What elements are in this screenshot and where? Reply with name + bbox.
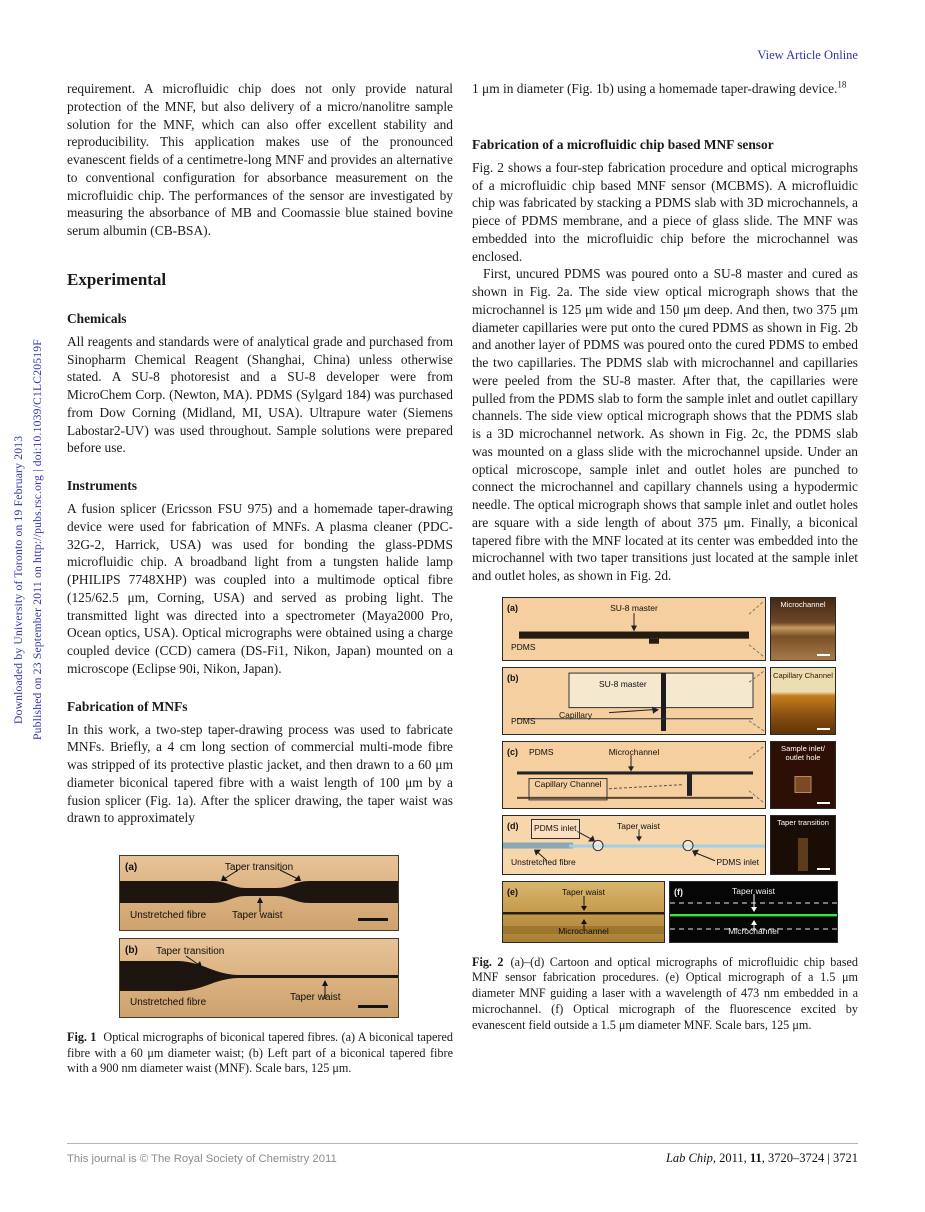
sidebar-downloaded-note: Downloaded by University of Toronto on 19 February 2013: [12, 435, 25, 724]
paragraph-instruments: A fusion splicer (Ericsson FSU 975) and a homemade taper-drawing device were used for fabrication of MNFs. A plasma cleaner (PDC-32G-2, Harrick, USA) was used for bonding the glass-PDMS microfluidic chip. A broadband light from a tungsten halide lamp (PHILIPS 7748XHP) was coupled into a multimode optical fibre (125/62.5 μm, Corning, USA) and served as probing light. The transmitted light was directed into a spectrometer (Maya2000 Pro, Ocean optics, USA). Optical micrographs were obtained using a charge coupled device (CCD) camera (DS-Fi1, Nikon, Japan) mounted on a microscope (Eclipse 90i, Nikon, Japan).: [67, 501, 453, 676]
fig2c-pdms-label: PDMS: [529, 746, 554, 757]
fig2e-micrograph: [502, 881, 665, 943]
fig2c-capillary-channel-label: Capillary Channel: [534, 778, 602, 789]
subheading-fabrication-mnfs: Fabrication of MNFs: [67, 698, 188, 714]
fig2f-micrograph: [669, 881, 838, 943]
paragraph-chip-overview: Fig. 2 shows a four-step fabrication procedure and optical micrographs of a microfluidic chip based MNF sensor (MCBMS). A microfluidic chip was fabricated by stacking a PDMS slab with 3D microchannels, a piece of PDMS membrane, and a piece of glass slide. The MNF was embedded into the microfluidic chip before the microchannel was enclosed.: [472, 159, 858, 264]
fig2a-cartoon: [502, 597, 766, 661]
fig2b-su8-master-label: SU-8 master: [599, 678, 647, 689]
fig1a-unstretched-fibre-label: Unstretched fibre: [130, 910, 207, 922]
fig1b-taper-transition-label: Taper transition: [156, 946, 225, 957]
fig2-row-a: [502, 597, 838, 661]
fig1a-panel-label: (a): [125, 862, 138, 873]
fig2f-microchannel-label: Microchannel: [728, 926, 779, 936]
fig2c-cartoon: [502, 741, 766, 809]
fig1b-unstretched-fibre-label: Unstretched fibre: [130, 997, 207, 1009]
paragraph-text: 1 μm in diameter (Fig. 1b) using a homemade taper-drawing device.: [472, 81, 838, 96]
fibre-column-shape: [798, 838, 808, 871]
fig1a-taper-transition-label: Taper transition: [224, 862, 294, 873]
fig2b-pdms-label: PDMS: [511, 716, 536, 726]
fig2d-panel-label: (d): [507, 820, 519, 831]
fig1-caption-label: Fig. 1: [67, 1030, 97, 1044]
footer-volume: 11: [749, 1151, 762, 1165]
subheading-chemicals: Chemicals: [67, 310, 127, 326]
fig2d-unstretched-fibre-label: Unstretched fibre: [511, 857, 576, 867]
fig2-row-ef: [502, 881, 838, 943]
sidebar-published-note: Published on 23 September 2011 on http://pubs.rsc.org | doi:10.1039/C1LC20519F: [31, 339, 44, 740]
paragraph-chemicals: All reagents and standards were of analytical grade and purchased from Sinopharm Chemical Reagent (Shanghai, China) unless otherwise stated. A SU-8 photoresist and a SU-8 developer were from MicroChem Corp. (Newton, MA). PDMS (Sylgard 184) was purchased from Dow Corning (Midland, MI, USA). Ultrapure water (Siemens Labostar2-UV) was used throughout. Sample solutions were prepared before use.: [67, 333, 453, 456]
fig1-caption-text: Optical micrographs of biconical tapered fibres. (a) A biconical tapered fibre with a 60 μm diameter waist; (b) Left part of a biconical tapered fibre with a 900 nm diameter waist (MNF). Scale bars, 125 μm.: [67, 1030, 453, 1076]
fig2c-microchannel-label: Microchannel: [608, 746, 660, 757]
fig2e-taper-waist-label: Taper waist: [562, 886, 605, 897]
fig2f-panel-label: (f): [674, 886, 683, 897]
figure-2-caption: [472, 955, 858, 1034]
fig2-row-d: [502, 815, 838, 875]
figure-1: [119, 855, 399, 1018]
right-column: [472, 80, 858, 1033]
fig2a-pdms-label: PDMS: [511, 642, 536, 652]
figure-1-caption: [67, 1030, 453, 1077]
figure-1a-micrograph: [119, 855, 399, 931]
fig2b-capillary-label: Capillary: [559, 709, 593, 720]
fig2a-thumb-microchannel-label: Microchannel: [780, 599, 826, 609]
fig2b-panel-label: (b): [507, 672, 519, 683]
fig2d-micrograph-thumb: [770, 815, 836, 875]
fig2d-pdms-inlet-top-label: PDMS inlet: [531, 819, 580, 839]
footer-journal-name: Lab Chip: [665, 1151, 713, 1165]
fig2b-cartoon: [502, 667, 766, 735]
body-paragraph-continuation: [472, 80, 858, 98]
subheading-fabrication-chip: Fabrication of a microfluidic chip based MNF sensor: [472, 136, 774, 152]
fig2-row-c: [502, 741, 838, 809]
reference-superscript[interactable]: 18: [837, 79, 847, 90]
view-article-online-link[interactable]: View Article Online: [757, 48, 858, 62]
fig2d-cartoon: [502, 815, 766, 875]
fig2d-pdms-inlet-bottom-label: PDMS inlet: [716, 857, 759, 867]
fig2a-su8-master-label: SU-8 master: [610, 602, 658, 613]
fig1a-taper-waist-label: Taper waist: [232, 910, 283, 922]
fig2b-thumb-capillary-channel-label: Capillary Channel: [773, 670, 833, 680]
sample-hole-square: [795, 776, 812, 793]
body-paragraph-continuation: requirement. A microfluidic chip does not only provide natural protection of the MNF, but also delivery of a micro/nanolitre sample solution for the MNF, which can also offer excellent stability and reproducibility. This application makes use of the pronounced evanescent fields of a centimetre-long MNF and provides an alternative to conventional configuration for absorbance measurement on the microfluidic chip. The performances of the sensor are investigated by measuring the absorbance of MB and Coomassie blue stained bovine serum albumin (CB-BSA).: [67, 81, 453, 238]
fig2a-micrograph-thumb: [770, 597, 836, 661]
fig2e-microchannel-label: Microchannel: [558, 926, 609, 936]
scale-bar: [817, 868, 830, 870]
scale-bar: [817, 802, 830, 804]
footer-citation: [666, 1151, 858, 1166]
fig2d-thumb-taper-transition-label: Taper transition: [777, 817, 829, 827]
subheading-instruments: Instruments: [67, 478, 137, 493]
fig1b-taper-waist-label: Taper waist: [290, 992, 341, 1004]
footer-pages: , 3720–3724 | 3721: [761, 1151, 858, 1165]
fig2c-panel-label: (c): [507, 746, 518, 757]
figure-1b-micrograph: [119, 938, 399, 1018]
fig2-row-b: [502, 667, 838, 735]
fig1b-panel-label: (b): [125, 945, 138, 956]
paragraph-chip-steps: First, uncured PDMS was poured onto a SU-8 master and cured as shown in Fig. 2a. The side view optical micrograph shows that the microchannel is 125 μm wide and 150 μm deep. And then, two 375 μm diameter capillaries were put onto the cured PDMS as shown in Fig. 2b and another layer of PDMS was poured onto the cured PDMS to embed the two capillaries. The PDMS slab with microchannel and capillaries were peeled from the SU-8 master. After that, the capillaries were pulled from the PDMS slab to form the sample inlet and outlet capillary channels. The side view optical micrograph shows that the PDMS slab is a 3D microchannel network. As shown in Fig. 2c, the PDMS slab was mounted on a glass slide with the microchannel upside. Under an optical microscope, sample inlet and outlet holes are punched to connect the microchannel and capillary channels using a hypodermic needle. The optical micrograph shows that sample inlet and outlet holes are square with a side length of about 375 μm. Finally, a biconical tapered fibre with the MNF located at its center was embedded into the microchannel with two taper transitions just located at the sample inlet and outlet holes, as shown in Fig. 2d.: [472, 266, 858, 583]
fig2d-taper-waist-label: Taper waist: [617, 820, 660, 831]
fig2-caption-label: Fig. 2: [472, 954, 504, 969]
left-column: [67, 80, 453, 1077]
section-heading-experimental: Experimental: [67, 269, 167, 289]
fig2b-micrograph-thumb: [770, 667, 836, 735]
fig2c-micrograph-thumb: [770, 741, 836, 809]
footer-year: , 2011,: [712, 1151, 750, 1165]
scale-bar: [817, 654, 830, 656]
fig2-caption-text: (a)–(d) Cartoon and optical micrographs of microfluidic chip based MNF sensor fabrication procedures. (e) Optical micrograph of a 1.5 μm diameter MNF guiding a laser with a wavelength of 473 nm embedded in a microchannel. (f) Optical micrograph of the fluorescence excited by evanescent field outside a 1.5 μm diameter MNF. Scale bars, 125 μm.: [472, 954, 858, 1032]
fig2f-taper-waist-label: Taper waist: [732, 885, 775, 896]
fig2a-panel-label: (a): [507, 602, 518, 613]
page-footer: [67, 1143, 858, 1166]
fig2e-panel-label: (e): [507, 886, 518, 897]
fig2c-thumb-sample-inlet-label: Sample inlet/ outlet hole: [781, 743, 825, 762]
paragraph-fabrication-mnfs: In this work, a two-step taper-drawing process was used to fabricate MNFs. Briefly, a 4 cm long section of commercial multi-mode fibre was stripped of its protective plastic jacket, and then drawn to a 60 μm diameter biconical tapered fibre with a waist length of 100 μm by a fusion splicer (Fig. 1a). After the splicer drawing, the taper waist was drawn to approximately: [67, 721, 453, 826]
figure-2: [502, 597, 838, 943]
scale-bar: [817, 728, 830, 730]
footer-copyright: This journal is © The Royal Society of Chemistry 2011: [67, 1153, 337, 1165]
